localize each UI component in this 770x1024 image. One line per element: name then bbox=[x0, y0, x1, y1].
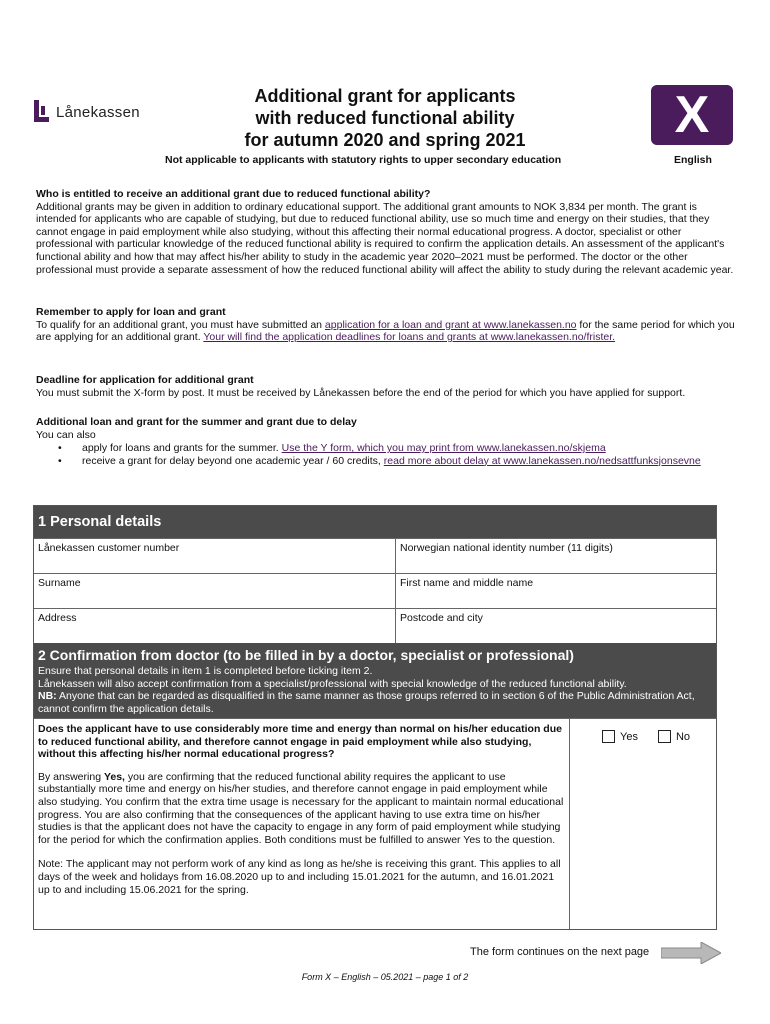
section-2-title: 2 Confirmation from doctor (to be filled in by a doctor, specialist or professional) bbox=[38, 647, 574, 663]
application-link[interactable]: application for a loan and grant at www.lanekassen.no bbox=[324, 318, 577, 331]
remember-section bbox=[36, 306, 736, 344]
answer-prefix: By answering bbox=[38, 770, 104, 783]
form-row bbox=[34, 608, 716, 643]
question-block bbox=[34, 719, 570, 929]
document-title bbox=[190, 85, 580, 151]
entitlement-heading: Who is entitled to receive an additional grant due to reduced functional ability? bbox=[36, 188, 431, 200]
continue-note: The form continues on the next page bbox=[470, 946, 650, 958]
subtitle: Not applicable to applicants with statutory rights to upper secondary education bbox=[165, 154, 562, 166]
entitlement-section bbox=[36, 188, 736, 276]
section-1-title: 1 Personal details bbox=[34, 506, 716, 538]
answer-bold: Yes, bbox=[103, 770, 125, 783]
postcode-city-field[interactable]: Postcode and city bbox=[400, 612, 483, 624]
yes-label: Yes bbox=[620, 731, 638, 743]
bullet-text: receive a grant for delay beyond one academic year / 60 credits, bbox=[82, 454, 384, 467]
deadline-body: You must submit the X-form by post. It must be received by Lånekassen before the end of the period for which you have applied for support. bbox=[36, 386, 686, 399]
confirmation-question: Does the applicant have to use considerably more time and energy than normal on his/her education due to reduced functional ability, and therefore cannot engage in paid employment while also studying, without this affecting his/her normal educational progress? bbox=[38, 723, 562, 761]
address-field[interactable]: Address bbox=[34, 609, 396, 643]
lanekassen-logo bbox=[34, 100, 140, 124]
next-page-arrow-icon bbox=[661, 942, 721, 964]
work-note: Note: The applicant may not perform work of any kind as long as he/she is receiving this grant. This applies to all days of the week and holidays from 16.08.2020 up to and including 15.01.2021 for the autumn, and 16.01.2021 up to and including 15.06.2021 for the spring. bbox=[38, 858, 561, 896]
section-2-nb bbox=[38, 690, 712, 715]
surname-field[interactable]: Surname bbox=[34, 574, 396, 608]
application-form bbox=[33, 505, 717, 930]
summer-heading: Additional loan and grant for the summer and grant due to delay bbox=[36, 416, 357, 428]
entitlement-body: Additional grants may be given in addition to ordinary educational support. The additional grant amounts to NOK 3,834 per month. The grant is intended for applicants who are capable of studying, but due to reduced functional ability, use so much time and energy on their studies, that they cannot engage in paid employment while also studying, without this affecting their normal educational progress. A doctor, specialist or other professional with particular knowledge of the reduced functional ability is required to confirm the application details. An assessment of the applicant's functional ability and how that may affect his/her ability to study in the academic year 2020–2021 must be performed. The doctor or the other professional must provide a separate assessment of how the reduced functional ability will affect the ability to study during the relevant academic year. bbox=[36, 200, 734, 276]
bullet-text: apply for loans and grants for the summer. bbox=[82, 442, 282, 455]
summer-intro: You can also bbox=[36, 428, 96, 441]
badge-letter: X bbox=[674, 86, 710, 144]
yes-checkbox[interactable] bbox=[602, 730, 615, 743]
page-footer: Form X – English – 05.2021 – page 1 of 2 bbox=[301, 972, 469, 982]
logo-text: Lånekassen bbox=[56, 103, 140, 121]
section-2-header bbox=[34, 643, 716, 718]
national-id-field[interactable]: Norwegian national identity number (11 digits) bbox=[400, 542, 613, 554]
y-form-link[interactable]: Use the Y form, which you may print from www.lanekassen.no/skjema bbox=[281, 442, 606, 455]
remember-text: To qualify for an additional grant, you must have submitted an bbox=[36, 318, 325, 331]
customer-number-field[interactable]: Lånekassen customer number bbox=[34, 539, 396, 573]
list-item bbox=[36, 455, 736, 468]
summer-list bbox=[36, 442, 736, 467]
form-row bbox=[34, 538, 716, 573]
section-2-line: Lånekassen will also accept confirmation from a specialist/professional with special knowledge of the reduced functional ability. bbox=[38, 677, 627, 690]
answer-options bbox=[570, 719, 716, 929]
summer-section bbox=[36, 416, 736, 467]
first-name-field[interactable]: First name and middle name bbox=[400, 577, 534, 589]
remember-body bbox=[36, 319, 736, 344]
yes-option[interactable] bbox=[602, 731, 638, 929]
answer-explanation bbox=[38, 771, 565, 847]
no-option[interactable] bbox=[658, 731, 690, 929]
form-letter-badge bbox=[651, 85, 733, 145]
no-label: No bbox=[675, 731, 691, 743]
language-label: English bbox=[674, 154, 712, 166]
answer-text: you are confirming that the reduced functional ability requires the applicant to use substantially more time and energy on his/her studies, and therefore cannot engage in paid employment while also studying. You confirm that the extra time usage is necessary for the applicant to maintain normal educational progress. You are also confirming that the consequences of the applicant having to use extra time on his/her studies is that the applicant does not have the capacity to engage in any form of paid employment while studying for the period for which the confirmation applies. Both conditions must be fulfilled to answer Yes to the question. bbox=[38, 770, 564, 846]
nb-text: Anyone that can be regarded as disqualified in the same manner as those groups referred to in section 6 of the Public Administration Act, cannot confirm the application details. bbox=[38, 690, 695, 715]
deadline-section bbox=[36, 374, 736, 399]
title-line: for autumn 2020 and spring 2021 bbox=[244, 130, 526, 150]
remember-heading: Remember to apply for loan and grant bbox=[36, 306, 226, 318]
remember-text-middle: for the same period for which you are applying for an additional grant. bbox=[36, 318, 735, 344]
deadlines-link[interactable]: Your will find the application deadlines for loans and grants at www.lanekassen.no/frister. bbox=[203, 331, 616, 344]
list-item bbox=[36, 442, 736, 455]
confirmation-question-row bbox=[34, 718, 716, 929]
no-checkbox[interactable] bbox=[658, 730, 671, 743]
lanekassen-logo-icon bbox=[34, 100, 50, 124]
section-2-line: Ensure that personal details in item 1 is completed before ticking item 2. bbox=[38, 665, 373, 677]
title-line: Additional grant for applicants bbox=[254, 86, 516, 106]
title-line: with reduced functional ability bbox=[255, 108, 515, 128]
deadline-heading: Deadline for application for additional grant bbox=[36, 374, 254, 386]
nb-label: NB: bbox=[38, 690, 57, 702]
delay-info-link[interactable]: read more about delay at www.lanekassen.no/nedsattfunksjonsevne bbox=[383, 454, 701, 467]
form-row bbox=[34, 573, 716, 608]
